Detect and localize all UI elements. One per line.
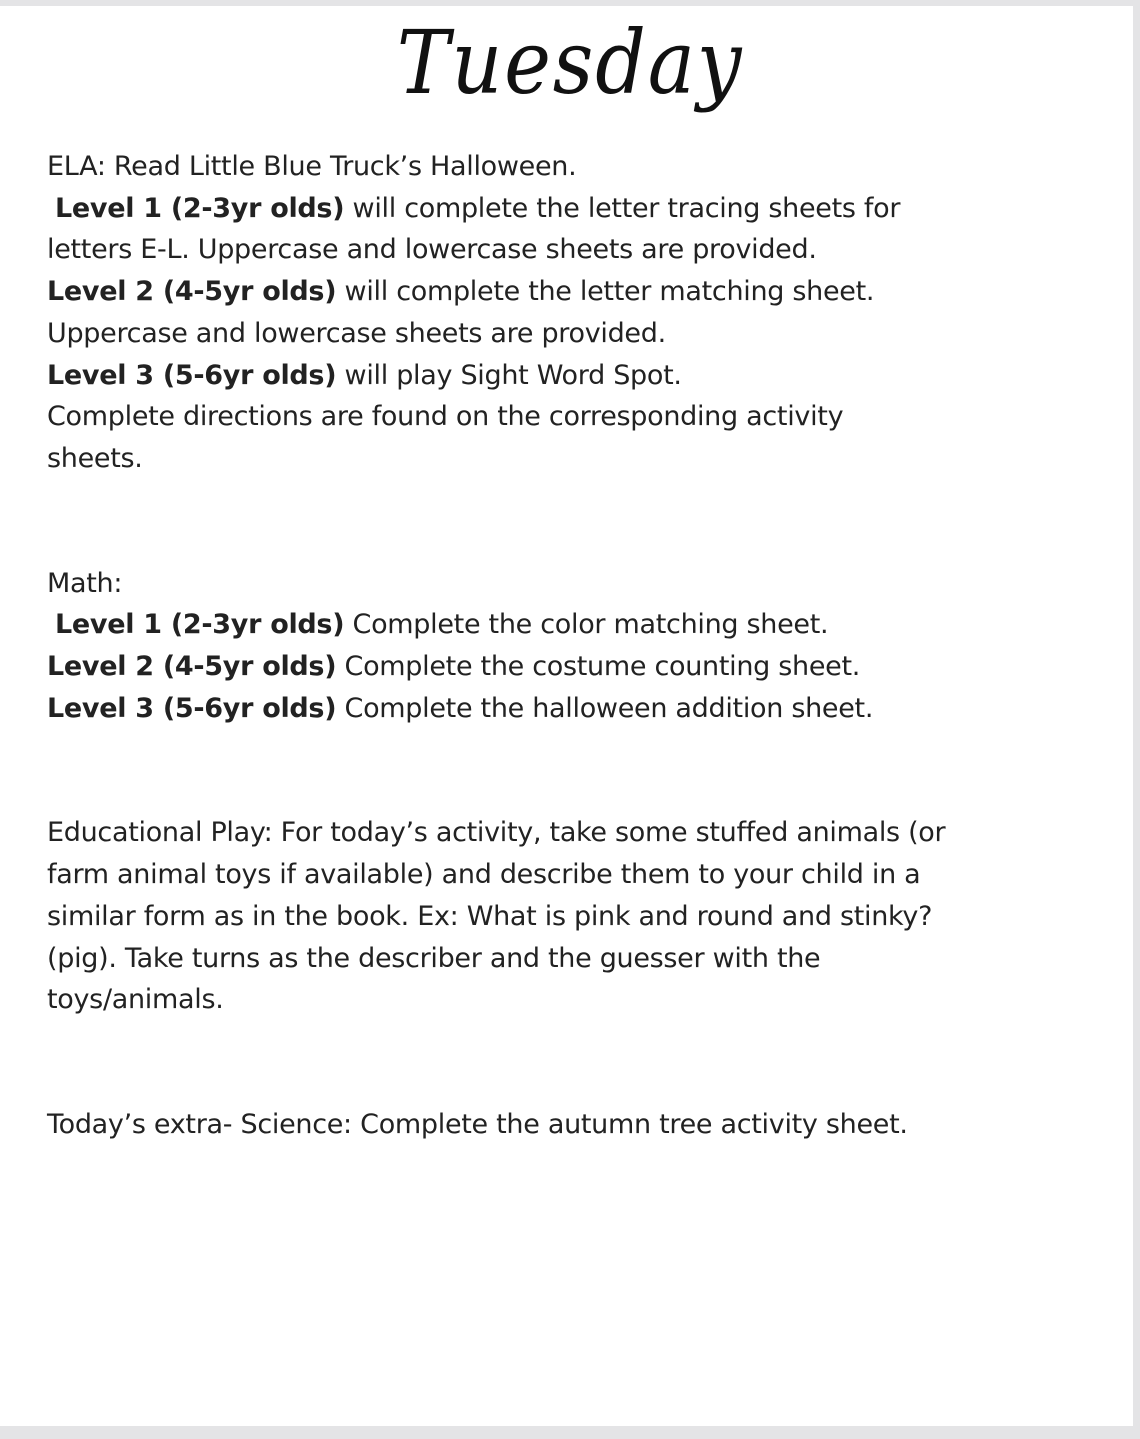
ela-section (47, 146, 1087, 480)
play-section (47, 812, 1087, 1021)
extra-section (47, 1104, 1087, 1146)
worksheet-page (0, 6, 1133, 1426)
play-line: farm animal toys if available) and describe them to your child in a (47, 859, 921, 891)
play-line: (pig). Take turns as the describer and the guesser with the (47, 942, 821, 974)
ela-level2-text: will complete the letter matching sheet. (336, 276, 875, 308)
ela-directions: Complete directions are found on the corresponding activity (47, 401, 844, 433)
ela-level3-label: Level 3 (5-6yr olds) (47, 359, 337, 391)
math-level3 (47, 688, 1087, 730)
ela-intro: ELA: Read Little Blue Truck’s Halloween. (47, 151, 577, 182)
play-line: similar form as in the book. Ex: What is pink and round and stinky? (47, 900, 933, 932)
math-level1 (47, 604, 1087, 646)
math-level3-text: Complete the halloween addition sheet. (336, 692, 874, 724)
page-title: Tuesday (396, 11, 744, 114)
math-heading: Math: (47, 567, 123, 599)
math-section (47, 563, 1087, 730)
ela-level2-cont: Uppercase and lowercase sheets are provided. (47, 317, 666, 349)
ela-level1 (47, 188, 1087, 230)
spacer (47, 480, 1087, 563)
ela-level2-label: Level 2 (4-5yr olds) (47, 276, 337, 308)
ela-level1-cont: letters E-L. Uppercase and lowercase sheets are provided. (47, 234, 817, 266)
math-level1-label: Level 1 (2-3yr olds) (55, 609, 345, 641)
spacer (47, 1021, 1087, 1104)
math-level2-label: Level 2 (4-5yr olds) (47, 651, 337, 683)
spacer (47, 729, 1087, 812)
ela-level3 (47, 355, 1087, 397)
ela-directions-cont: sheets. (47, 442, 143, 474)
ela-level1-label: Level 1 (2-3yr olds) (55, 192, 345, 224)
lesson-content (47, 146, 1087, 1146)
ela-level3-text: will play Sight Word Spot. (336, 359, 682, 391)
math-level1-text: Complete the color matching sheet. (344, 609, 829, 641)
play-line: toys/animals. (47, 984, 224, 1016)
math-level2-text: Complete the costume counting sheet. (336, 651, 861, 683)
ela-level2 (47, 271, 1087, 313)
ela-level1-text: will complete the letter tracing sheets for (344, 192, 901, 224)
play-line: Educational Play: For today’s activity, take some stuffed animals (or (47, 817, 946, 849)
math-level2 (47, 646, 1087, 688)
math-level3-label: Level 3 (5-6yr olds) (47, 692, 337, 724)
extra-science: Today’s extra- Science: Complete the autumn tree activity sheet. (47, 1108, 908, 1140)
